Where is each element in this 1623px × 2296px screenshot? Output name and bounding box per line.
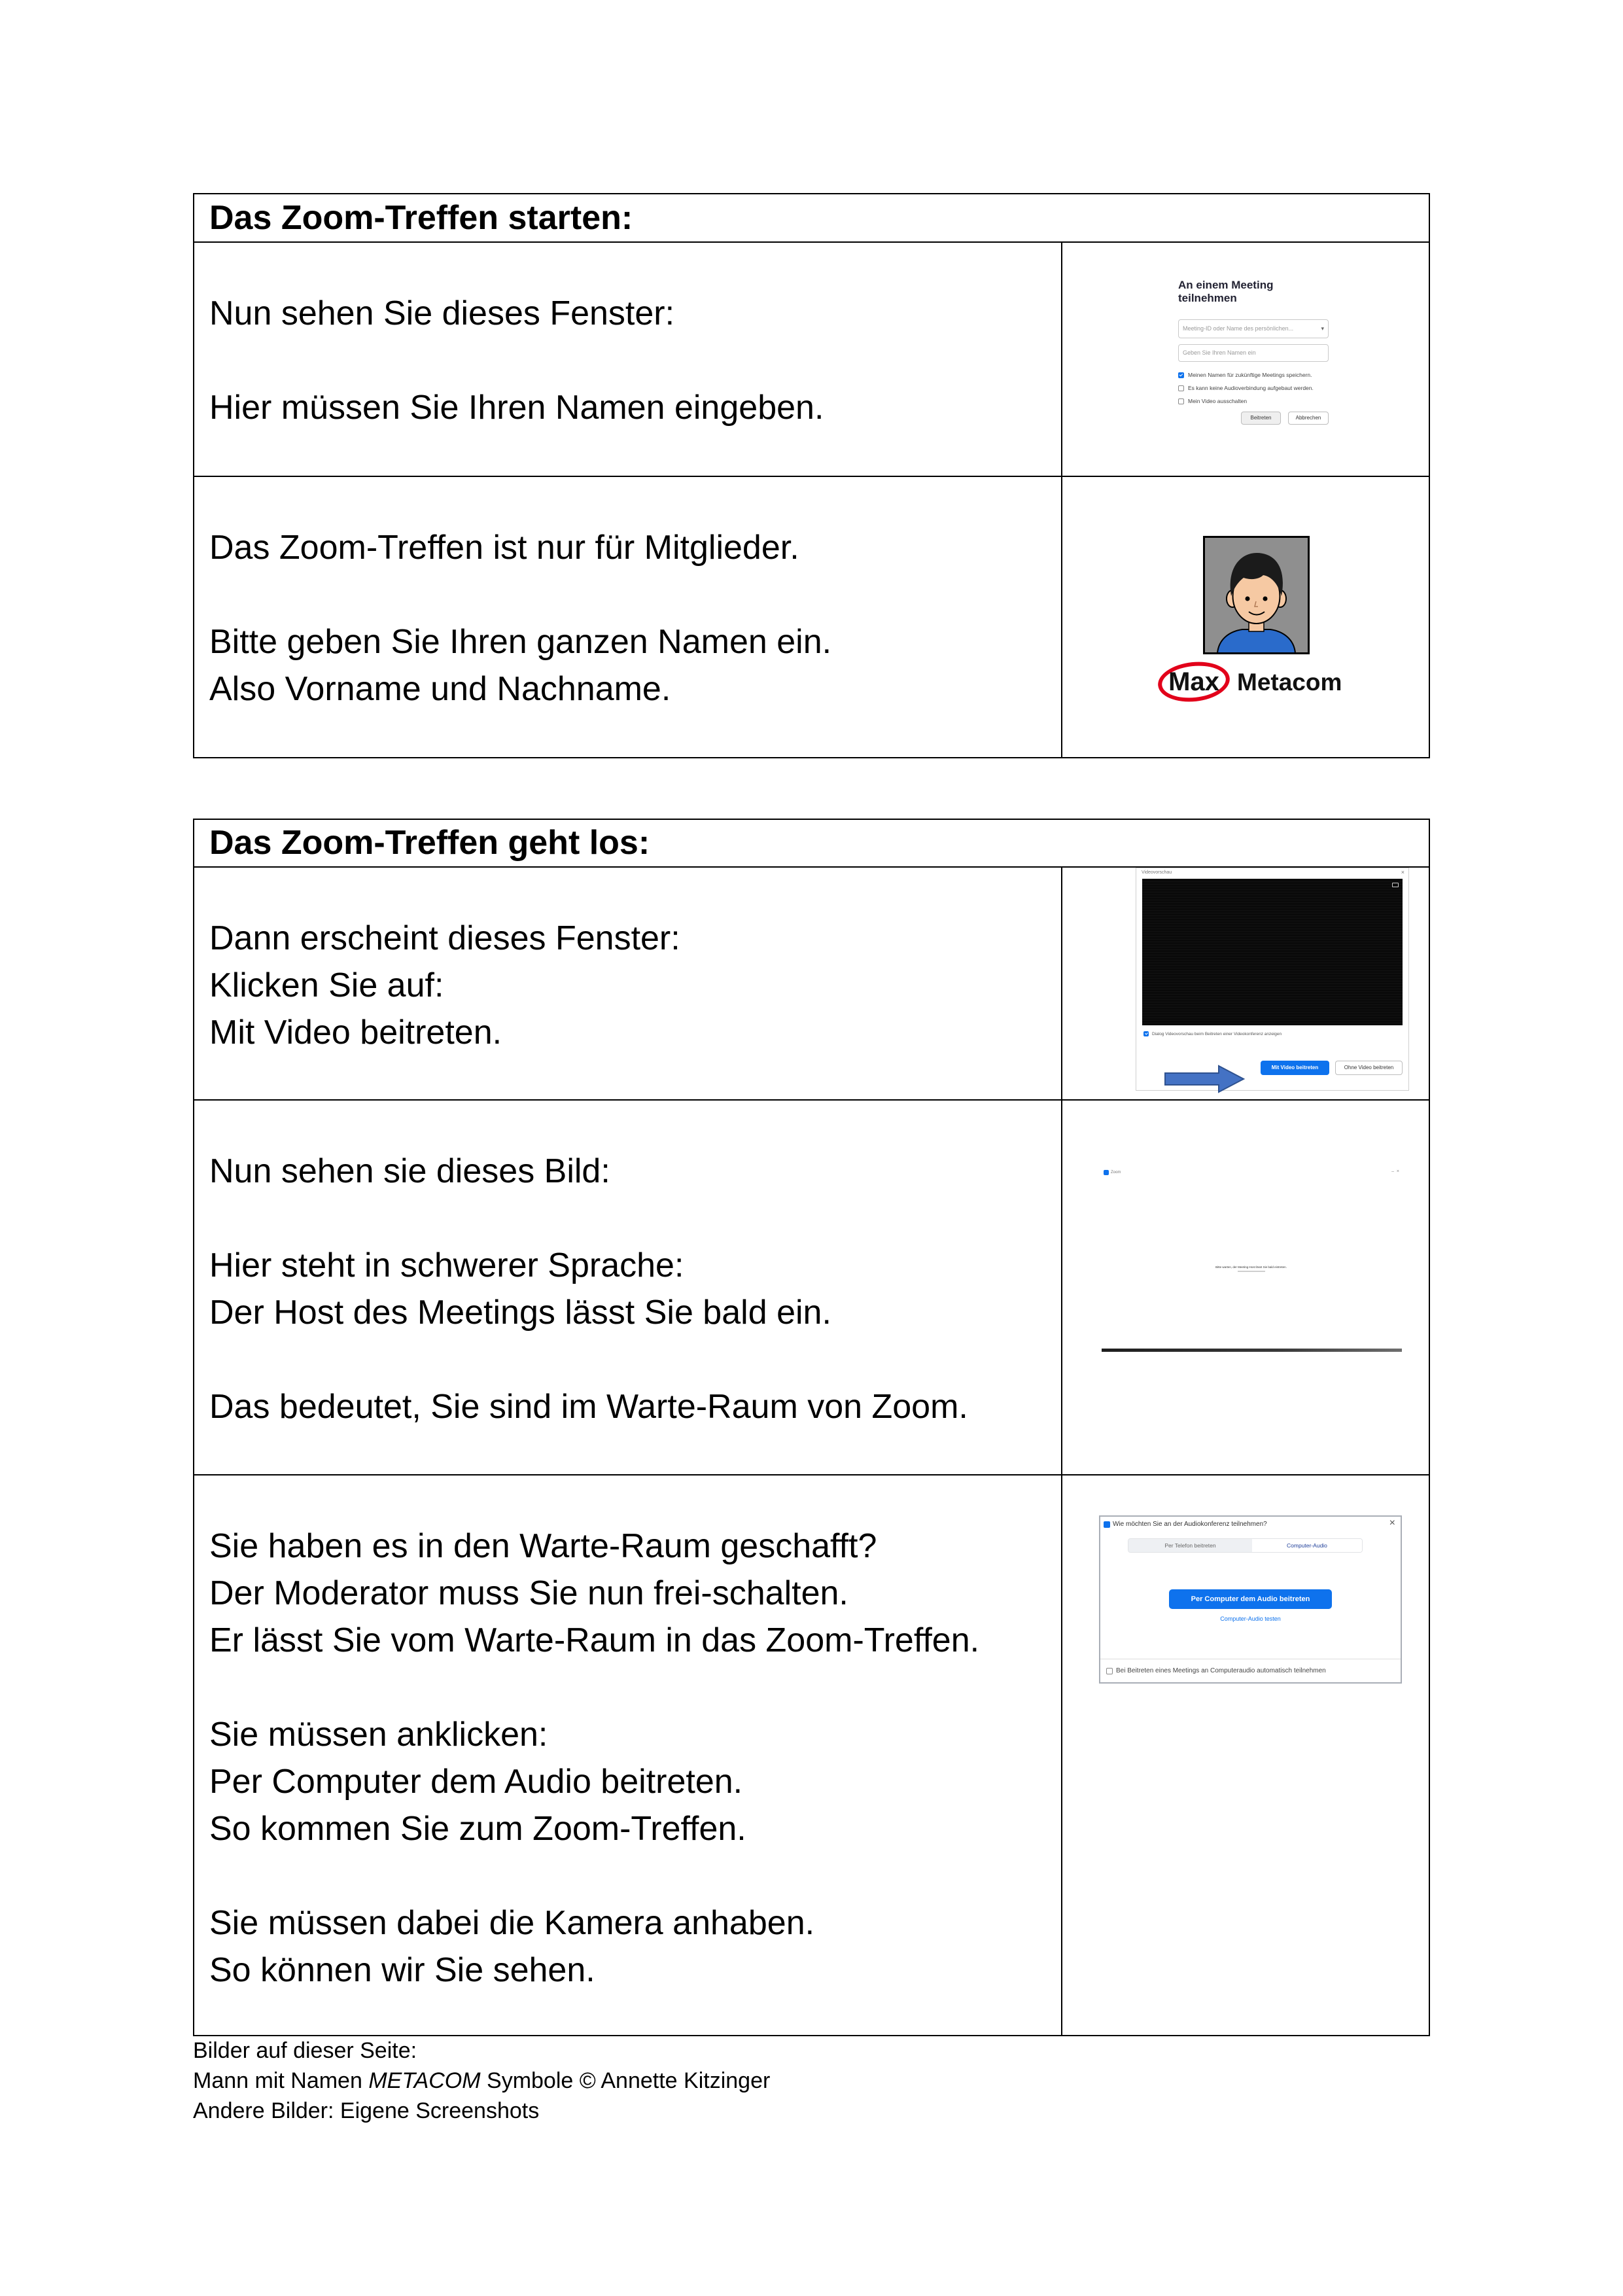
- meeting-id-dropdown: [1178, 319, 1329, 338]
- text-line: Der Host des Meetings lässt Sie bald ein.: [209, 1294, 831, 1332]
- join-without-video-button: Ohne Video beitreten: [1335, 1061, 1403, 1075]
- tab-phone: Per Telefon beitreten: [1128, 1539, 1252, 1552]
- text-line: Hier müssen Sie Ihren Namen eingeben.: [209, 389, 824, 427]
- bottom-toolbar: [1102, 1349, 1402, 1352]
- text-line: So können wir Sie sehen.: [209, 1951, 595, 1989]
- instruction-cell: [193, 866, 1062, 1101]
- checkbox: [1143, 1031, 1149, 1036]
- join-meeting-screenshot: [1171, 274, 1339, 432]
- option-label: Mein Video ausschalten: [1188, 398, 1248, 404]
- boy-portrait-icon: [1203, 536, 1310, 654]
- instruction-cell: [193, 241, 1062, 477]
- section-heading-text: Das Zoom-Treffen geht los:: [209, 824, 650, 862]
- paragraph: [209, 384, 1055, 431]
- window-controls: – ×: [1391, 1169, 1399, 1174]
- waiting-room-screenshot: [1100, 1164, 1402, 1354]
- camera-preview: [1142, 879, 1403, 1025]
- auto-join-label: Bei Beitreten eines Meetings an Computeraudio automatisch teilnehmen: [1116, 1667, 1326, 1674]
- join-button: Beitreten: [1241, 412, 1281, 425]
- right-eye: [1263, 597, 1268, 601]
- credits-screenshots: Andere Bilder: Eigene Screenshots: [193, 2098, 540, 2123]
- instruction-cell: [193, 1099, 1062, 1475]
- text-line: Sie müssen anklicken:: [209, 1716, 548, 1754]
- close-icon: ×: [1389, 1517, 1395, 1528]
- video-preview-screenshot: [1136, 868, 1409, 1091]
- metacom-logo-badge: Max: [1168, 667, 1219, 696]
- paragraph: [209, 290, 1055, 337]
- metacom-logo-text: Metacom: [1237, 669, 1342, 696]
- app-label: Zoom: [1111, 1171, 1121, 1174]
- join-computer-audio-button: Per Computer dem Audio beitreten: [1169, 1589, 1332, 1609]
- join-with-video-button: Mit Video beitreten: [1261, 1061, 1329, 1075]
- meeting-id-placeholder: Meeting-ID oder Name des persönlichen...: [1183, 325, 1294, 332]
- checkbox: [1178, 372, 1184, 378]
- section-heading-text: Das Zoom-Treffen starten:: [209, 199, 633, 237]
- image-credits: [193, 2036, 770, 2126]
- option-label: Es kann keine Audioverbindung aufgebaut werden.: [1188, 385, 1314, 391]
- text-line: Er lässt Sie vom Warte-Raum in das Zoom-Treffen.: [209, 1621, 980, 1659]
- instruction-cell: [193, 1474, 1062, 2036]
- credits-metacom-prefix: Mann mit Namen: [193, 2068, 369, 2093]
- chevron-down-icon: ▾: [1321, 325, 1324, 332]
- paragraph: [209, 915, 1055, 1056]
- text-line: Der Moderator muss Sie nun frei-schalten.: [209, 1574, 848, 1612]
- section-heading-start-meeting: [193, 819, 1430, 868]
- paragraph: [209, 1899, 1055, 1994]
- text-line: Sie haben es in den Warte-Raum geschafft?: [209, 1527, 877, 1565]
- waiting-subline: [1238, 1271, 1265, 1272]
- text-line: Dann erscheint dieses Fenster:: [209, 919, 680, 957]
- paragraph: [209, 1242, 1055, 1336]
- zoom-icon: [1104, 1521, 1110, 1528]
- camera-switch-icon: [1392, 883, 1399, 887]
- checkbox: [1178, 398, 1184, 404]
- text-line: Bitte geben Sie Ihren ganzen Namen ein.: [209, 623, 832, 661]
- section-heading-start: [193, 193, 1430, 243]
- credits-metacom: [193, 2066, 770, 2096]
- waiting-message: Bitte warten, der Meeting-Host lässt Sie bald eintreten.: [1215, 1265, 1287, 1269]
- close-icon: ×: [1401, 869, 1405, 875]
- join-dialog-title: An einem Meeting teilnehmen: [1178, 279, 1274, 304]
- text-line: Mit Video beitreten.: [209, 1014, 502, 1051]
- credits-metacom-suffix: Symbole © Annette Kitzinger: [480, 2068, 771, 2093]
- text-line: Hier steht in schwerer Sprache:: [209, 1246, 684, 1284]
- text-line: Das Zoom-Treffen ist nur für Mitglieder.: [209, 529, 799, 567]
- option-label: Meinen Namen für zukünftige Meetings speichern.: [1188, 372, 1312, 378]
- cancel-button: Abbrechen: [1288, 412, 1329, 425]
- text-line: Also Vorname und Nachname.: [209, 670, 671, 708]
- text-line: So kommen Sie zum Zoom-Treffen.: [209, 1810, 746, 1848]
- paragraph: [209, 524, 1055, 571]
- show-preview-label: Dialog Videovorschau beim Beitreten einer Videokonferenz anzeigen: [1152, 1032, 1282, 1036]
- text-line: Das bedeutet, Sie sind im Warte-Raum von Zoom.: [209, 1388, 968, 1426]
- credits-heading: Bilder auf dieser Seite:: [193, 2038, 417, 2063]
- paragraph: [209, 1711, 1055, 1852]
- text-line: Nun sehen Sie dieses Fenster:: [209, 294, 675, 332]
- paragraph: [209, 1383, 1055, 1430]
- text-line: Per Computer dem Audio beitreten.: [209, 1763, 743, 1801]
- left-eye: [1246, 597, 1250, 601]
- right-arrow-icon: [1164, 1065, 1245, 1093]
- text-line: Klicken Sie auf:: [209, 966, 444, 1004]
- text-line: Sie müssen dabei die Kamera anhaben.: [209, 1904, 815, 1942]
- audio-dialog-screenshot: [1099, 1515, 1402, 1684]
- test-audio-link: Computer-Audio testen: [1220, 1616, 1281, 1622]
- checkbox: [1106, 1668, 1113, 1674]
- paragraph: [209, 1523, 1055, 1664]
- name-placeholder: Geben Sie Ihren Namen ein: [1183, 349, 1256, 356]
- audio-tabs: [1128, 1538, 1363, 1553]
- text-line: Nun sehen sie dieses Bild:: [209, 1152, 610, 1190]
- name-field: [1178, 344, 1329, 362]
- credits-metacom-name: METACOM: [368, 2068, 481, 2093]
- paragraph: [209, 618, 1055, 713]
- paragraph: [209, 1148, 1055, 1195]
- tab-computer-audio: Computer-Audio: [1252, 1539, 1362, 1552]
- instruction-cell: [193, 476, 1062, 758]
- checkbox: [1178, 385, 1184, 391]
- zoom-icon: [1104, 1170, 1109, 1175]
- video-preview-title: Videovorschau: [1142, 870, 1172, 875]
- audio-dialog-title: Wie möchten Sie an der Audiokonferenz teilnehmen?: [1113, 1521, 1267, 1528]
